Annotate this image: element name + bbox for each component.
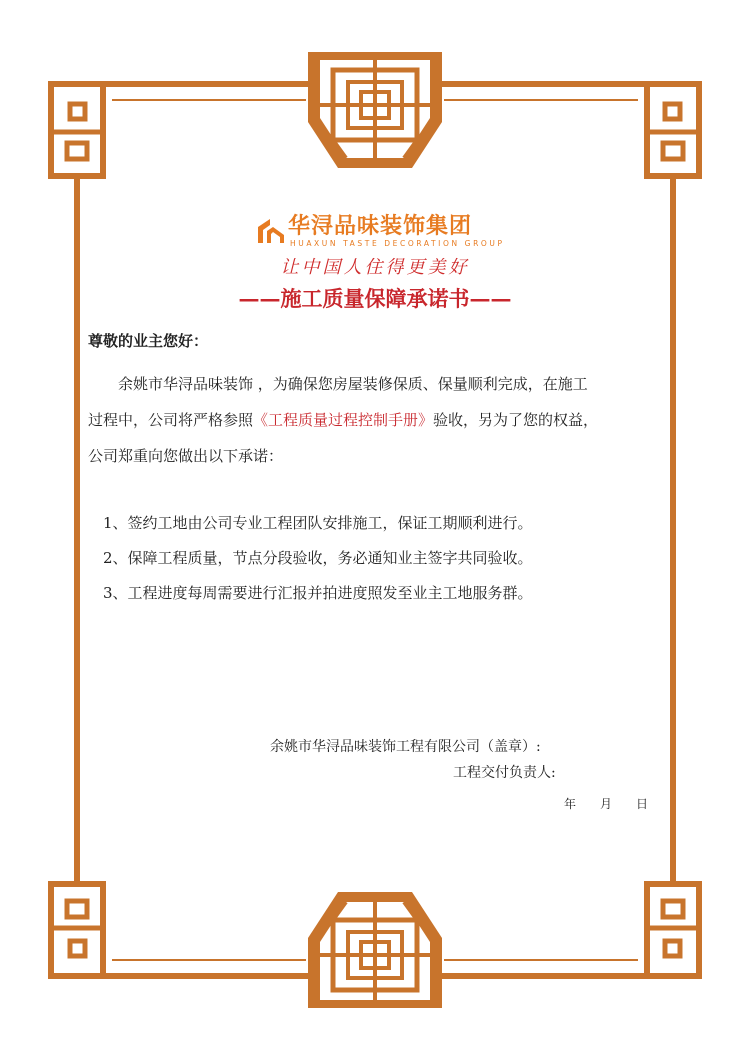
- intro-line-1: 余姚市华浔品味装饰 ，为确保您房屋装修保质、保量顺利完成，在施工: [118, 375, 588, 393]
- logo-english-name: HUAXUN TASTE DECORATION GROUP: [290, 239, 505, 248]
- manual-title: 《工程质量过程控制手册》: [253, 411, 434, 429]
- logo-company-name: 华浔品味装饰集团: [288, 214, 473, 239]
- company-logo: [256, 214, 505, 250]
- intro-line-3: 公司郑重向您做出以下承诺：: [88, 447, 284, 465]
- delivery-manager-line: 工程交付负责人:: [453, 765, 556, 781]
- house-logo-icon: [256, 217, 286, 245]
- date-day: 日: [636, 797, 649, 811]
- company-seal-line: 余姚市华浔品味装饰工程有限公司（盖章）:: [270, 739, 541, 755]
- date-line: [564, 795, 648, 812]
- commitment-item: 2、保障工程质量，节点分段验收，务必通知业主签字共同验收。: [103, 549, 533, 567]
- slogan: 让中国人住得更美好: [280, 257, 470, 278]
- intro-paragraph: [88, 366, 668, 474]
- date-month: 月: [600, 797, 613, 811]
- intro-line-2-start: 过程中，公司将严格参照: [88, 411, 254, 429]
- document-title: ——施工质量保障承诺书——: [238, 286, 512, 311]
- intro-line-2: [88, 402, 668, 438]
- salutation: 尊敬的业主您好：: [88, 332, 209, 350]
- date-year: 年: [564, 797, 577, 811]
- commitment-item: 1、签约工地由公司专业工程团队安排施工，保证工期顺利进行。: [103, 514, 533, 532]
- commitment-item: 3、工程进度每周需要进行汇报并拍进度照发至业主工地服务群。: [103, 584, 533, 602]
- intro-line-2-end: 验收，另为了您的权益，: [433, 411, 599, 429]
